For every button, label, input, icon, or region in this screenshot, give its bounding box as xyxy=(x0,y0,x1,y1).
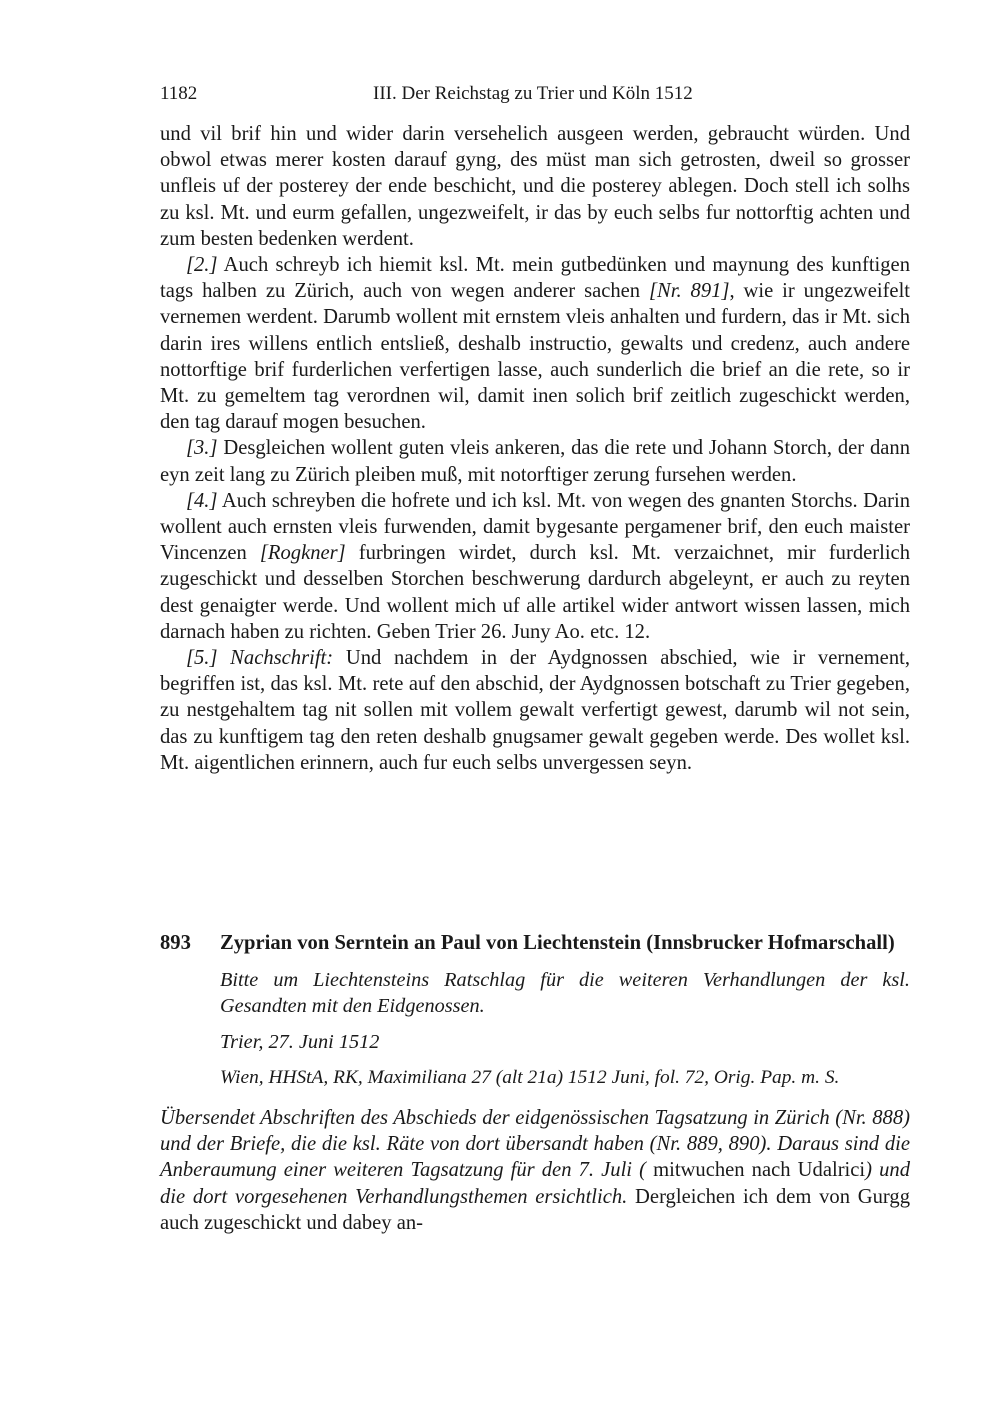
paragraph-2-text-b: , wie ir ungezweifelt vernemen werdent. Darumb wollent mit ernstem vleis anhalten und furdern, das ir Mt. sich darin ires willens entlich entsließ, deshalb instructio, gewalts und credenz, auch andere nottorftige brif furderlichen verfertigen lasse, auch sunderlich die brief an die rete, so ir Mt. zu gemeltem tag verordnen wil, damit inen solich brif zeitlich zugeschickt werden, den tag darauf mogen besuchen. xyxy=(160,280,911,434)
document-summary: Bitte um Liechtensteins Ratschlag für die weiteren Verhandlungen der ksl. Gesandten mit den Eidgenossen. xyxy=(220,969,910,1017)
paragraph-2-text-a: Auch schreyb ich hiemit ksl. Mt. mein gutbedünken und maynung des kunftigen tags halben zu Zürich, auch von wegen anderer sachen xyxy=(160,254,910,303)
running-title: III. Der Reichstag zu Trier und Köln 1512 xyxy=(373,83,693,104)
document-regest xyxy=(160,1105,910,1236)
paragraph-1-text: und vil brif hin und wider darin versehelich ausgeen werden, gebraucht würden. Und obwol etwas merer kosten darauf gyng, des müst man sich getrosten, dweil so grosser unfleis uf der posterey der ende beschicht, und die posterey ablegen. Doch stell ich solhs zu ksl. Mt. und eurm gefallen, ungezweifelt, ir das by euch selbs fur nottorftig achten und zum besten bedenken werdent. xyxy=(160,123,910,250)
regest-text-a: Übersendet Abschriften des Abschieds der eidgenössischen Tagsatzung in Zürich (Nr. 888) und der Briefe, die die ksl. Räte von dort übersandt haben (Nr. 889, 890). Daraus sind die Anberaumung einer weiteren Tagsatzung für den 7. Juli ( xyxy=(160,1107,910,1182)
paragraph-4-text-a: Auch schreyben die hofrete und ich ksl. Mt. von wegen des gnanten Storchs. Darin wollent auch ernsten vleis furwenden, damit bygesante pergamener brif, den euch maister Vincenzen xyxy=(160,489,910,565)
document-title: Zyprian von Serntein an Paul von Liechtenstein (Innsbrucker Hofmarschall) xyxy=(220,932,895,954)
regest-text-c: Dergleichen ich dem von Gurgg auch zugeschickt und dabey an- xyxy=(160,1185,911,1234)
page-number: 1182 xyxy=(160,83,198,104)
paragraph-3-number: [3.] xyxy=(186,437,218,460)
regest-quote: mitwuchen nach Udalrici xyxy=(645,1159,866,1182)
running-header xyxy=(160,80,910,108)
document-number: 893 xyxy=(160,932,191,954)
document-source: Wien, HHStA, RK, Maximiliana 27 (alt 21a) 1512 Juni, fol. 72, Orig. Pap. m. S. xyxy=(220,1067,840,1088)
paragraph-2 xyxy=(160,252,910,435)
document-date: Trier, 27. Juni 1512 xyxy=(220,1031,380,1053)
paragraph-3-text: Desgleichen wollent guten vleis ankeren, das die rete und Johann Storch, der dann eyn zeit lang zu Zürich pleiben muß, mit notorftiger zerung fursehen werden. xyxy=(160,437,910,486)
paragraph-4-text-b: furbringen wirdet, durch ksl. Mt. verzaichnet, mir furderlich zugeschickt und desselben Storchen beschwerung dardurch abgeleynt, er auch zu reyten dest genaigter werde. Und wollent mich uf alle artikel wider antwort wissen lassen, mich darnach haben zu richten. Geben Trier 26. Juny Ao. etc. 12. xyxy=(160,542,910,643)
paragraph-4 xyxy=(160,488,910,645)
paragraph-5-text: Und nachdem in der Aydgnossen abschied, wie ir vernement, begriffen ist, das ksl. Mt. rete auf den abschid, der Aydgnossen botschaft zu Trier gegeben, zu nestgehaltem tag nit sollen mit vollem gewalt verfertigt gewest, darumb wil not sein, das zu kunftigem tag den reten deshalb gnugsamer gewalt gegeben werde. Des wollet ksl. Mt. aigentlichen erinnern, auch fur euch selbs unvergessen seyn. xyxy=(160,647,910,774)
paragraph-2-number: [2.] xyxy=(186,254,218,277)
paragraph-2-reference: [Nr. 891] xyxy=(649,280,730,303)
paragraph-1 xyxy=(160,121,910,252)
regest-text-b: ) und die dort vorgesehenen Verhandlungsthemen ersichtlich. xyxy=(160,1159,910,1208)
paragraph-4-reference: [Rogkner] xyxy=(259,542,346,565)
paragraph-5 xyxy=(160,645,910,776)
document-entry xyxy=(160,930,910,1257)
paragraph-4-number: [4.] xyxy=(186,489,218,512)
document-heading xyxy=(160,930,910,956)
paragraph-3 xyxy=(160,435,910,487)
letter-body xyxy=(160,121,910,776)
postscript-label: [5.] Nachschrift: xyxy=(186,647,334,670)
